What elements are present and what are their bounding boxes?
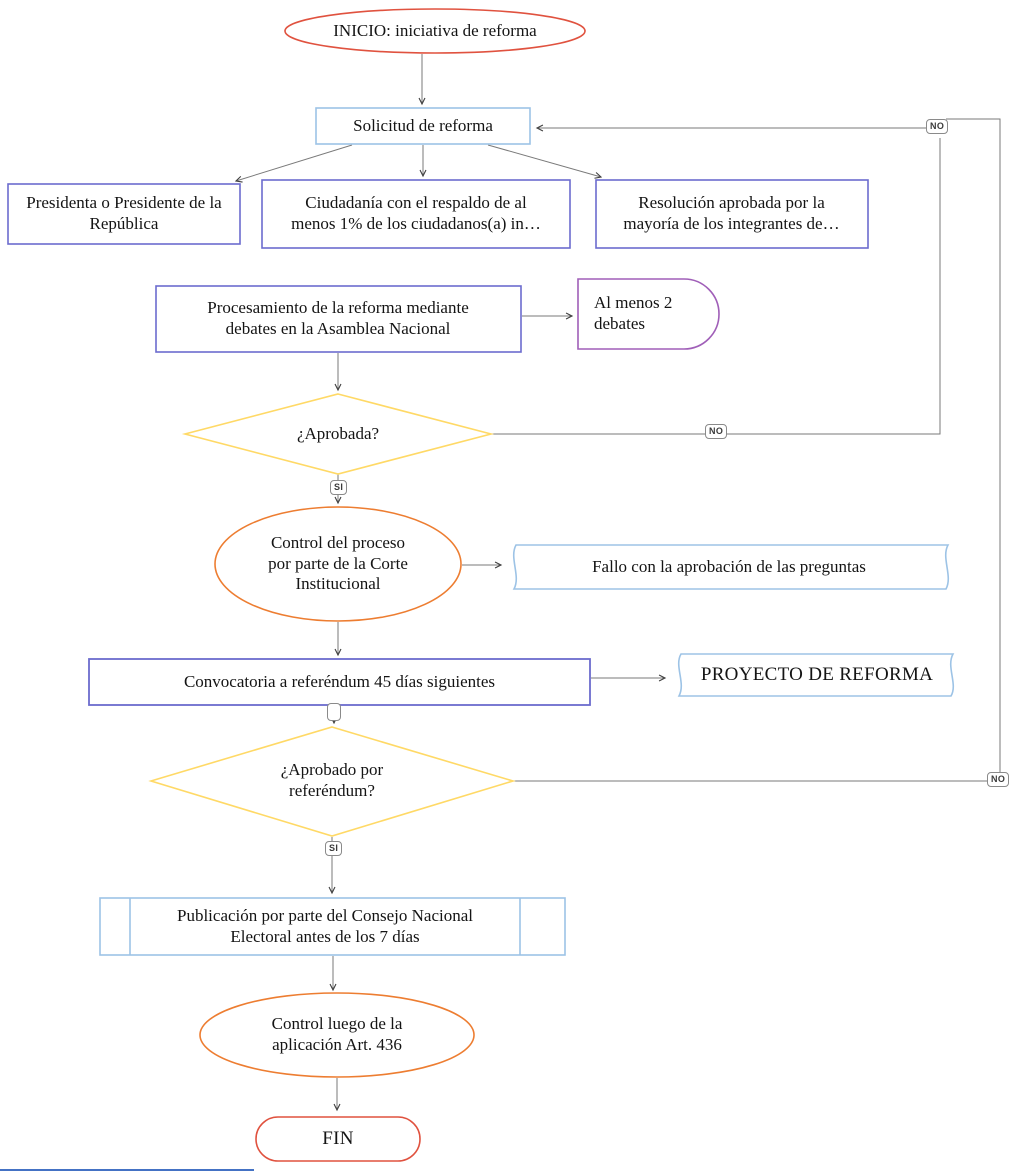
bottom-border-line [0, 1169, 254, 1171]
node-control-aplicacion: Control luego de la aplicación Art. 436 [271, 1014, 403, 1054]
node-debates: Al menos 2 debates [594, 293, 673, 333]
node-solicitud: Solicitud de reforma [353, 115, 493, 135]
node-procesamiento: Procesamiento de la reforma mediante debates en la Asamblea Nacional [207, 298, 469, 338]
node-resolucion: Resolución aprobada por la mayoría de los integrantes de… [623, 193, 840, 233]
node-decision-aprobada: ¿Aprobada? [296, 423, 380, 443]
node-convocatoria: Convocatoria a referéndum 45 días siguientes [183, 671, 496, 691]
junction-connector [327, 703, 341, 721]
node-control-proceso: Control del proceso por parte de la Corte Institucional [268, 532, 408, 594]
node-publicacion: Publicación por parte del Consejo Nacional Electoral antes de los 7 días [177, 906, 473, 946]
node-decision-referendum: ¿Aprobado por referéndum? [280, 760, 384, 800]
no-badge-decision2: NO [987, 772, 1009, 787]
node-presidenta: Presidenta o Presidente de la República [26, 193, 222, 233]
si-badge-decision2: SI [325, 841, 342, 856]
node-fallo: Fallo con la aprobación de las preguntas [592, 556, 866, 576]
node-ciudadania: Ciudadanía con el respaldo de al menos 1% de los ciudadanos(a) in… [291, 193, 541, 233]
no-badge-decision1: NO [705, 424, 727, 439]
connector-solicitud-presidenta [236, 145, 352, 181]
node-fin: FIN [322, 1128, 354, 1150]
connector-solicitud-resolucion [488, 145, 601, 177]
no-badge-return: NO [926, 119, 948, 134]
node-inicio: INICIO: iniciativa de reforma [333, 20, 537, 40]
si-badge-decision1: SI [330, 480, 347, 495]
node-proyecto: PROYECTO DE REFORMA [700, 664, 934, 686]
